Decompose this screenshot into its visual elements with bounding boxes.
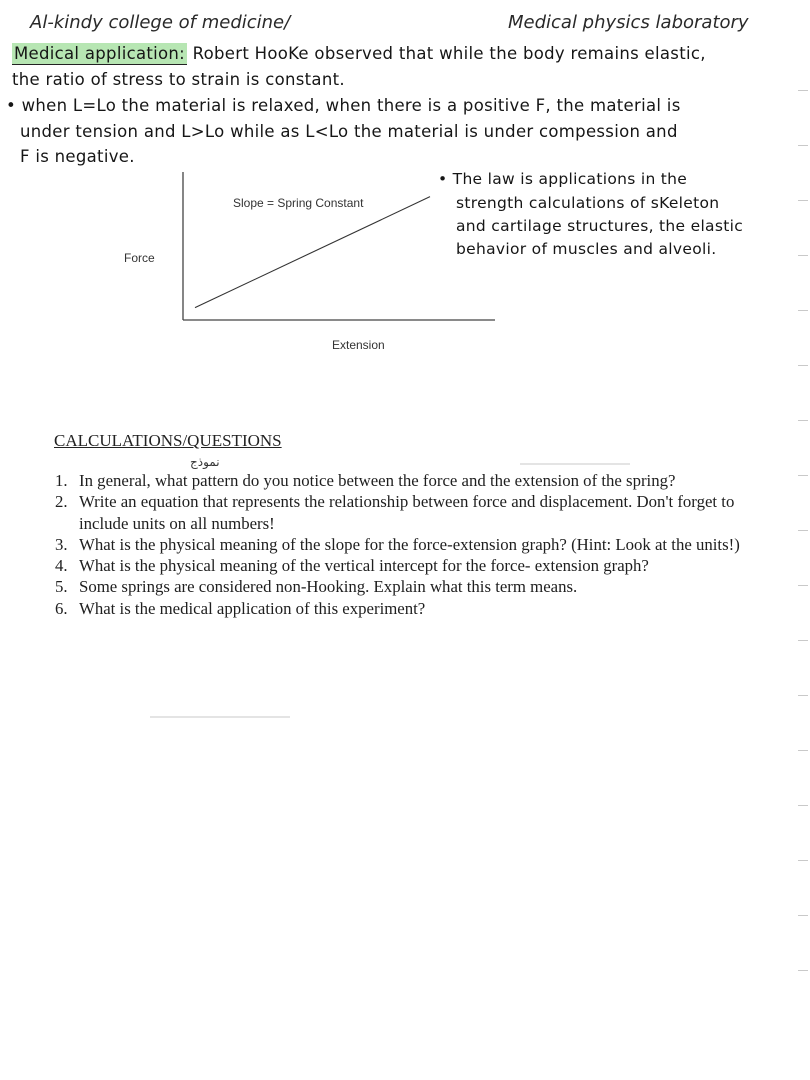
margin-tick — [798, 310, 808, 311]
arabic-note: نموذج — [190, 455, 220, 469]
notes-line-2: the ratio of stress to strain is constant. — [12, 70, 345, 89]
questions-list — [55, 470, 785, 619]
question-3 — [55, 534, 785, 555]
margin-tick — [798, 145, 808, 146]
question-5 — [55, 576, 785, 597]
question-number: 6. — [55, 598, 68, 618]
question-1 — [55, 470, 785, 491]
question-text: What is the medical application of this experiment? — [79, 598, 426, 618]
margin-tick — [798, 585, 808, 586]
margin-tick — [798, 530, 808, 531]
margin-tick — [798, 640, 808, 641]
margin-tick — [798, 475, 808, 476]
question-2 — [55, 491, 785, 534]
margin-tick — [798, 365, 808, 366]
margin-tick — [798, 90, 808, 91]
side-note-line-2: strength calculations of sKeleton — [456, 194, 720, 212]
question-number: 4. — [55, 556, 68, 576]
question-6 — [55, 598, 785, 619]
question-text: In general, what pattern do you notice between the force and the extension of the spring? — [79, 471, 676, 490]
margin-tick — [798, 200, 808, 201]
notes-line-1-text: Robert HooKe observed that while the body remains elastic, — [192, 44, 706, 63]
question-number: 5. — [55, 577, 68, 597]
question-text: What is the physical meaning of the slope for the force-extension graph? (Hint: Look at the units!) — [79, 534, 740, 554]
side-note-line-1: • The law is applications in the — [438, 170, 688, 188]
notes-line-4: under tension and L>Lo while as L<Lo the material is under compession and — [20, 122, 678, 141]
scan-smudge — [520, 463, 630, 465]
side-note-line-4: behavior of muscles and alveoli. — [456, 240, 717, 258]
margin-tick — [798, 750, 808, 751]
question-text: Write an equation that represents the relationship between force and displacement. Don't forget to include units on all numbers! — [79, 492, 735, 533]
question-text: What is the physical meaning of the vertical intercept for the force- extension graph? — [79, 556, 649, 576]
margin-tick — [798, 420, 808, 421]
scan-smudge — [150, 716, 290, 718]
question-number: 2. — [55, 492, 68, 512]
notes-line-3: • when L=Lo the material is relaxed, when there is a positive F, the material is — [6, 96, 681, 115]
margin-tick — [798, 695, 808, 696]
x-axis-label: Extension — [332, 338, 385, 352]
college-header: Al-kindy college of medicine/ — [30, 12, 291, 33]
notes-line-5: F is negative. — [20, 147, 135, 166]
medical-application-heading: Medical application: — [14, 44, 186, 63]
question-number: 3. — [55, 534, 68, 554]
question-4 — [55, 555, 785, 576]
force-extension-line — [195, 197, 430, 308]
questions-title: CALCULATIONS/QUESTIONS — [54, 431, 282, 450]
margin-tick — [798, 805, 808, 806]
margin-tick — [798, 915, 808, 916]
force-extension-chart — [0, 0, 810, 420]
y-axis-label: Force — [124, 251, 155, 265]
margin-tick — [798, 255, 808, 256]
margin-ticks — [796, 0, 810, 1080]
slope-annotation: Slope = Spring Constant — [233, 196, 364, 210]
question-text: Some springs are considered non-Hooking. Explain what this term means. — [79, 577, 578, 597]
question-number: 1. — [55, 471, 68, 490]
lab-header: Medical physics laboratory — [508, 12, 749, 33]
side-note-line-3: and cartilage structures, the elastic — [456, 217, 744, 235]
margin-tick — [798, 860, 808, 861]
margin-tick — [798, 970, 808, 971]
